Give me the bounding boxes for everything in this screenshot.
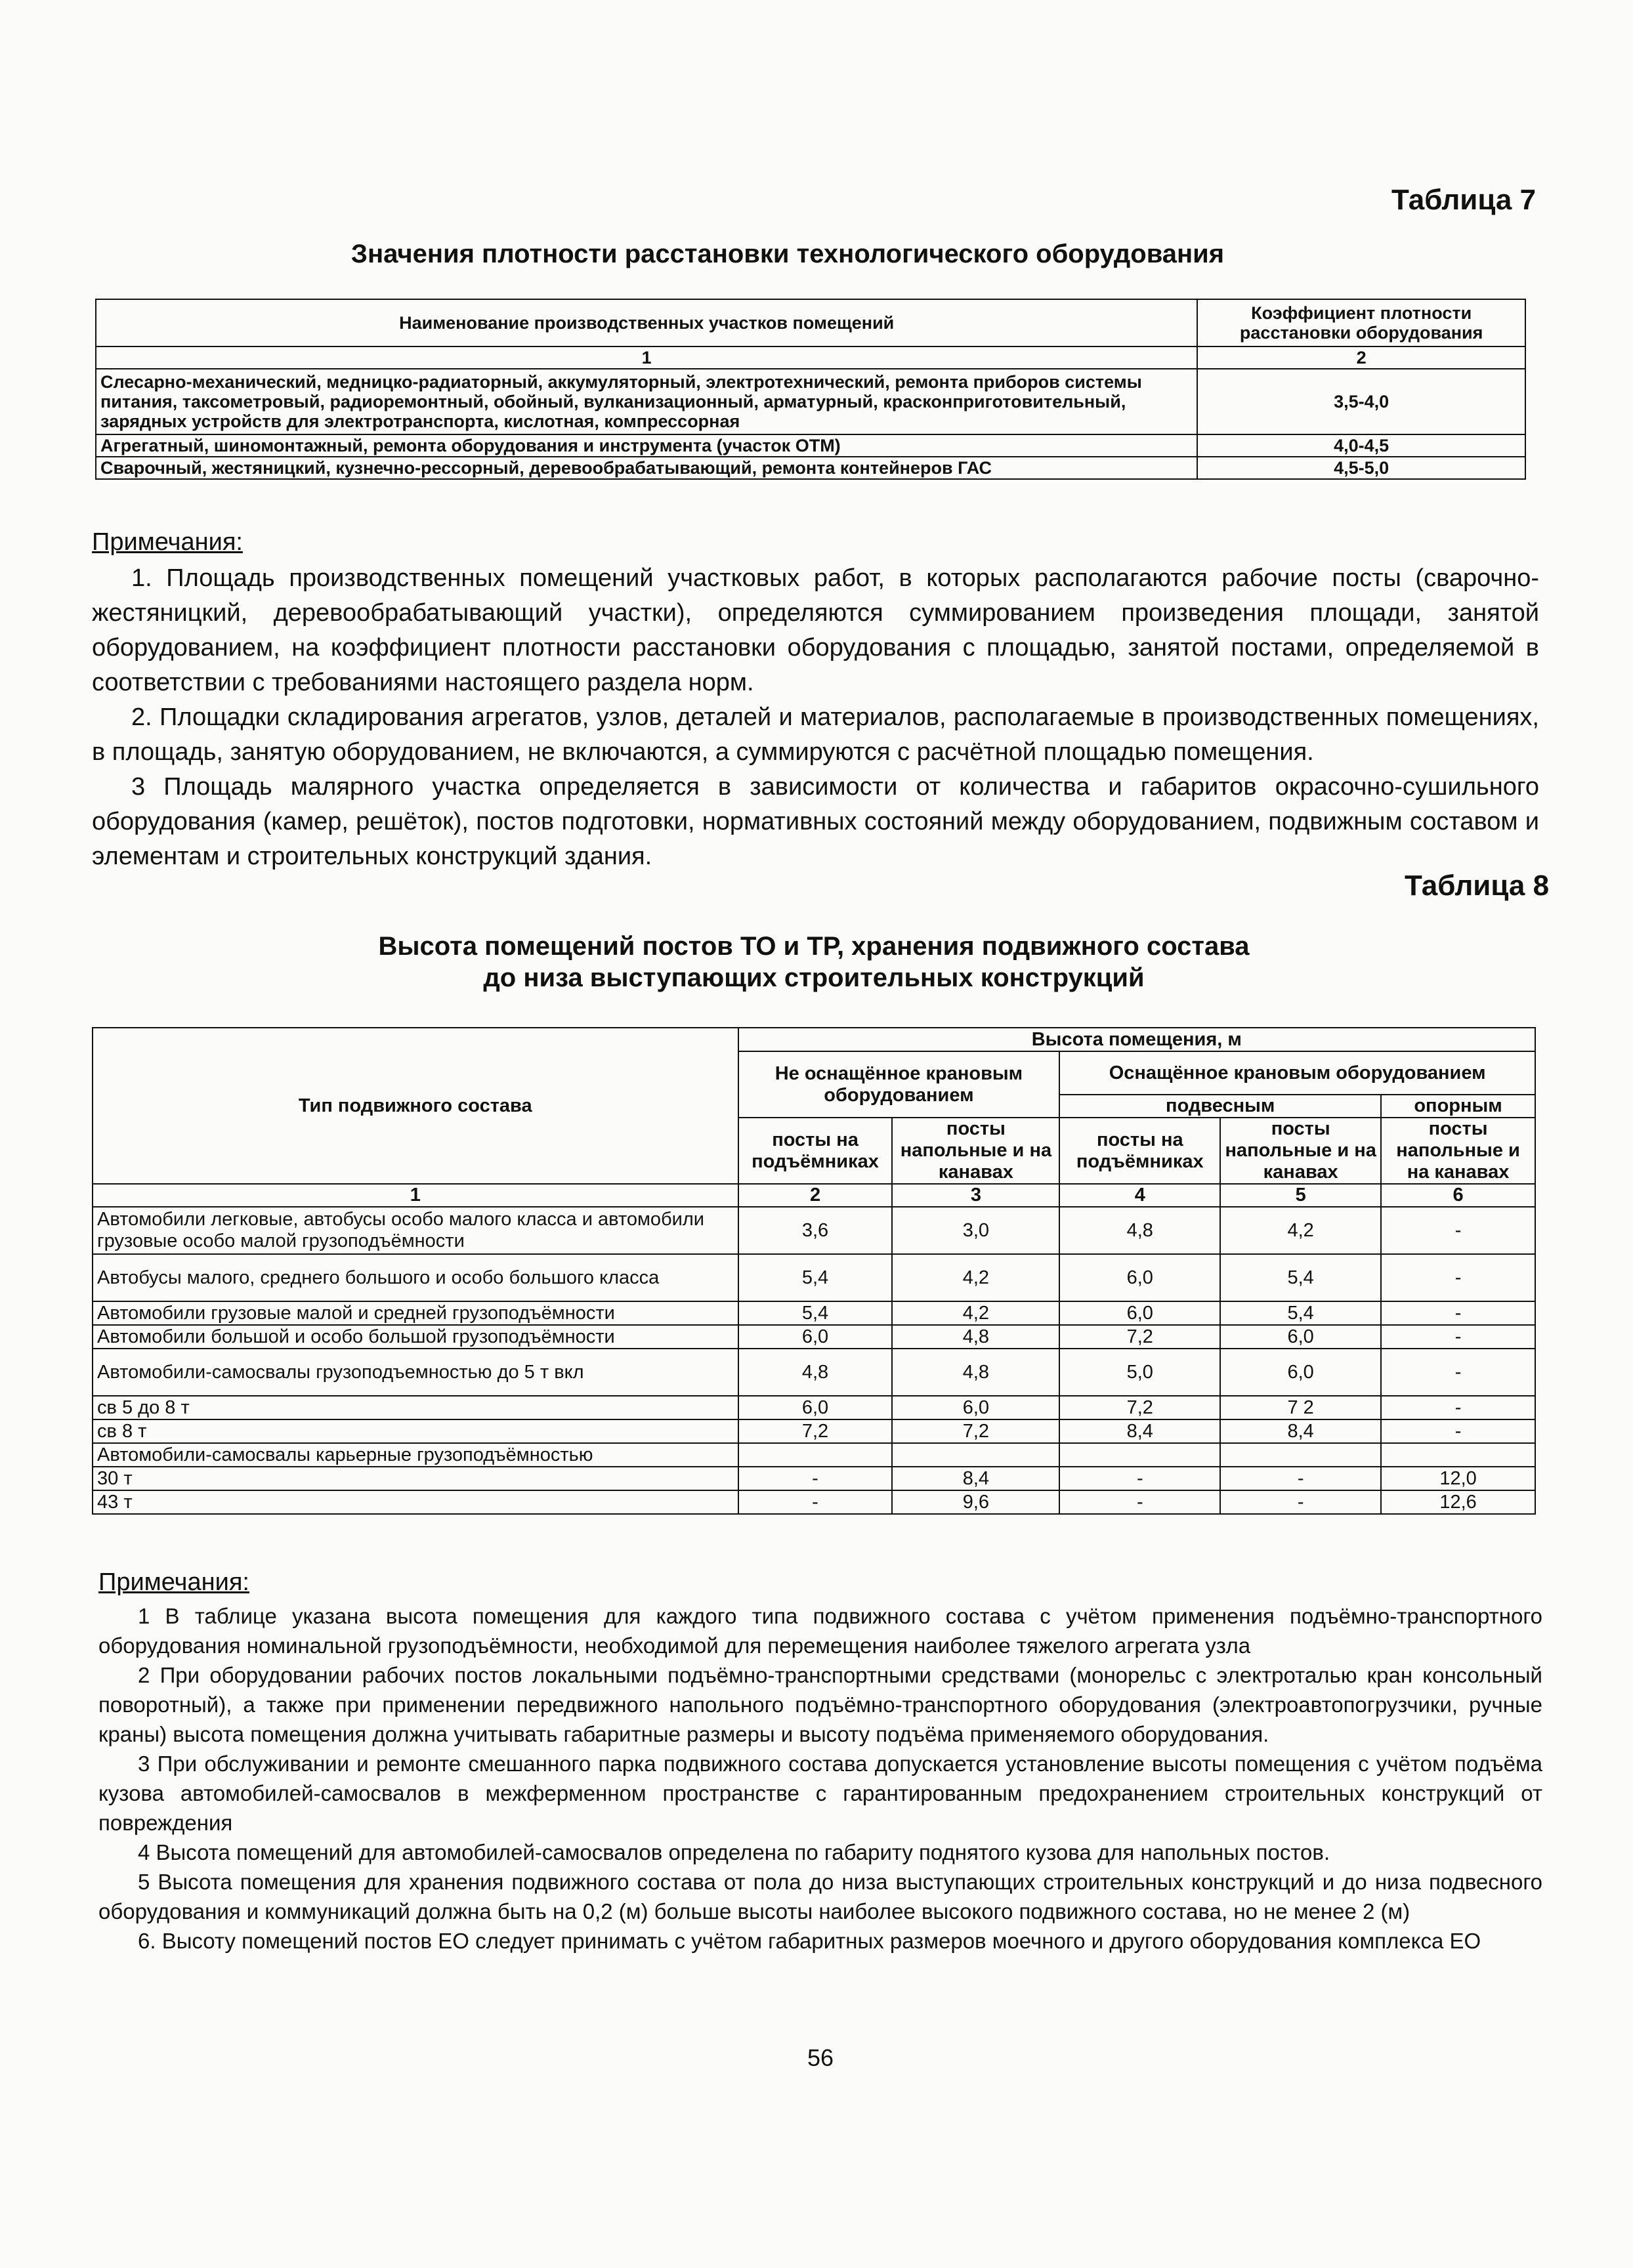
table8-cell: 8,4 [892,1467,1059,1490]
table8-header-no-crane: Не оснащённое крановым оборудованием [738,1051,1060,1118]
table8-colnum: 1 [93,1184,738,1207]
table7-number: Таблица 7 [1391,184,1537,216]
table8-cell: 6,0 [1059,1301,1220,1325]
table7-row-name: Сварочный, жестяницкий, кузнечно-рессорный, деревообрабатывающий, ремонта контейнеров ГАС [96,457,1197,479]
table8-cell: 6,0 [738,1325,893,1349]
table8-colnum: 4 [1059,1184,1220,1207]
table8-cell: - [1220,1490,1381,1514]
table8-header-floor: посты напольные и на канавах [892,1118,1059,1184]
table8-cell: - [1381,1254,1535,1301]
table8-cell: 5,4 [738,1254,893,1301]
table8-cell: 7,2 [1059,1325,1220,1349]
page-number: 56 [807,2044,834,2071]
notes2-item: 1 В таблице указана высота помещения для каждого типа подвижного состава с учётом применения подъёмно-транспортного оборудования номинальной грузоподъёмности, необходимой для перемещения наиболее тяжелого агрегата узла [98,1604,1542,1658]
table8-header-lift: посты на подъёмниках [738,1118,893,1184]
table8-cell: 5,4 [1220,1254,1381,1301]
table7-header-name: Наименование производственных участков помещений [96,299,1197,346]
table8-cell: - [1381,1325,1535,1349]
table8-header-suspended: подвесным [1059,1095,1381,1118]
table8-header-lift: посты на подъёмниках [1059,1118,1220,1184]
table8-cell: 4,2 [1220,1207,1381,1254]
table7-title: Значения плотности расстановки технологического оборудования [350,240,1225,268]
notes1-item: 1. Площадь производственных помещений участковых работ, в которых располагаются рабочие посты (сварочно-жестяницкий, деревообрабатывающий участки), определяются суммированием произведения площади, занятой оборудованием, на коэффициент плотности расстановки оборудования с площадью, занятой постами, определяемой в соответствии с требованиями настоящего раздела норм. [92,564,1539,696]
table8-cell [1381,1443,1535,1467]
table8-cell: 6,0 [892,1396,1059,1419]
notes2-item: 2 При оборудовании рабочих постов локальными подъёмно-транспортными средствами (монорельс с электроталью кран консольный поворотный), а также при применении передвижного напольного подъёмно-транспортного оборудования (электроавтопогрузчики, ручные краны) высота помещения должна учитывать габаритные размеры и высоту подъёма применяемого оборудования. [98,1663,1542,1746]
table8-cell: 4,2 [892,1301,1059,1325]
table8-row-name: Автомобили большой и особо большой грузоподъёмности [93,1325,738,1349]
table8-row-name: св 8 т [93,1419,738,1443]
notes2-heading: Примечания: [98,1568,249,1596]
table8-row-name: Автомобили-самосвалы грузоподъемностью до 5 т вкл [93,1349,738,1396]
table8-colnum: 5 [1220,1184,1381,1207]
table8-cell [738,1443,893,1467]
table8-cell: 12,0 [1381,1467,1535,1490]
table7-row-value: 4,0-4,5 [1197,434,1525,457]
table8-row-name: 43 т [93,1490,738,1514]
table8-row-name: 30 т [93,1467,738,1490]
table8-cell: 4,8 [1059,1207,1220,1254]
table8-title-line1: Высота помещений постов ТО и ТР, хранения подвижного состава [378,932,1250,961]
table8-cell [1220,1443,1381,1467]
table8-cell: 3,0 [892,1207,1059,1254]
table8-header-floor: посты напольные и на канавах [1220,1118,1381,1184]
table7-colnum: 2 [1197,346,1525,369]
table7-row-value: 4,5-5,0 [1197,457,1525,479]
notes2-item: 5 Высота помещения для хранения подвижного состава от пола до низа выступающих строительных конструкций и до низа подвесного оборудования и коммуникаций должна быть на 0,2 (м) больше высоты наиболее высокого подвижного состава, но не менее 2 (м) [98,1870,1542,1923]
table8-cell: - [738,1467,893,1490]
table8-cell: 8,4 [1220,1419,1381,1443]
table8-cell: 4,8 [892,1349,1059,1396]
table8-cell: 6,0 [1059,1254,1220,1301]
table8-colnum: 2 [738,1184,893,1207]
table8-cell: 4,2 [892,1254,1059,1301]
table8-colnum: 3 [892,1184,1059,1207]
table8-cell: - [1059,1467,1220,1490]
notes2 [98,1601,1542,1956]
table8-header-height: Высота помещения, м [738,1028,1535,1051]
table8-row-name: Автобусы малого, среднего большого и особо большого класса [93,1254,738,1301]
table7-row-value: 3,5-4,0 [1197,369,1525,434]
table8-header-type: Тип подвижного состава [93,1028,738,1184]
table8 [92,1027,1536,1515]
notes2-item: 4 Высота помещений для автомобилей-самосвалов определена по габариту поднятого кузова для напольных постов. [138,1840,1330,1864]
table8-cell: 5,4 [1220,1301,1381,1325]
table8-header-support: опорным [1381,1095,1535,1118]
table8-cell: - [1381,1419,1535,1443]
table8-cell: 12,6 [1381,1490,1535,1514]
table8-cell [892,1443,1059,1467]
table8-cell: 8,4 [1059,1419,1220,1443]
table8-cell: 4,8 [738,1349,893,1396]
table8-cell: - [1381,1396,1535,1419]
table8-cell: 7,2 [892,1419,1059,1443]
table8-row-name: св 5 до 8 т [93,1396,738,1419]
notes1 [92,561,1539,874]
table7-colnum: 1 [96,346,1197,369]
table8-cell: - [1381,1207,1535,1254]
table7-row-name: Слесарно-механический, медницко-радиаторный, аккумуляторный, электротехнический, ремонта приборов системы питания, таксометровый, радиоремонтный, обойный, вулканизационный, арматурный, красконприготовительный, зарядных устройств для электротранспорта, кислотная, компрессорная [96,369,1197,434]
table8-cell: 5,4 [738,1301,893,1325]
table8-cell: - [1220,1467,1381,1490]
table8-header-crane: Оснащённое крановым оборудованием [1059,1051,1535,1095]
notes1-heading: Примечания: [92,528,243,556]
table8-row-name: Автомобили-самосвалы карьерные грузоподъёмностью [93,1443,738,1467]
table8-cell: 7 2 [1220,1396,1381,1419]
table8-cell: - [1059,1490,1220,1514]
table8-number: Таблица 8 [1405,870,1550,902]
table8-cell [1059,1443,1220,1467]
table8-cell: 4,8 [892,1325,1059,1349]
table8-cell: 9,6 [892,1490,1059,1514]
table8-row-name: Автомобили легковые, автобусы особо малого класса и автомобили грузовые особо малой грузоподъёмности [93,1207,738,1254]
table8-cell: 3,6 [738,1207,893,1254]
table8-colnum: 6 [1381,1184,1535,1207]
table8-header-floor: посты напольные и на канавах [1381,1118,1535,1184]
table7-row-name: Агрегатный, шиномонтажный, ремонта оборудования и инструмента (участок ОТМ) [96,434,1197,457]
table8-cell: 7,2 [1059,1396,1220,1419]
notes1-item: 3 Площадь малярного участка определяется в зависимости от количества и габаритов окрасочно-сушильного оборудования (камер, решёток), постов подготовки, нормативных состояний между оборудованием, подвижным составом и элементам и строительных конструкций здания. [92,773,1539,870]
table8-cell: - [738,1490,893,1514]
table8-cell: 6,0 [738,1396,893,1419]
table7 [95,299,1526,480]
table8-row-name: Автомобили грузовые малой и средней грузоподъёмности [93,1301,738,1325]
table8-cell: 6,0 [1220,1325,1381,1349]
notes2-item: 6. Высоту помещений постов ЕО следует принимать с учётом габаритных размеров моечного и другого оборудования комплекса ЕО [138,1929,1481,1953]
notes1-item: 2. Площадки складирования агрегатов, узлов, деталей и материалов, располагаемые в производственных помещениях, в площадь, занятую оборудованием, не включаются, а суммируются с расчётной площадью помещения. [92,704,1539,766]
table8-cell: - [1381,1349,1535,1396]
table8-cell: 5,0 [1059,1349,1220,1396]
table8-title-line2: до низа выступающих строительных конструкций [483,963,1145,992]
table8-cell: - [1381,1301,1535,1325]
notes2-item: 3 При обслуживании и ремонте смешанного парка подвижного состава допускается установление высоты помещения с учётом подъёма кузова автомобилей-самосвалов в межферменном пространстве с гарантированным предохранением строительных конструкций от повреждения [98,1752,1542,1835]
table8-cell: 6,0 [1220,1349,1381,1396]
table8-cell: 7,2 [738,1419,893,1443]
table7-header-coef: Коэффициент плотности расстановки оборудования [1197,299,1525,346]
